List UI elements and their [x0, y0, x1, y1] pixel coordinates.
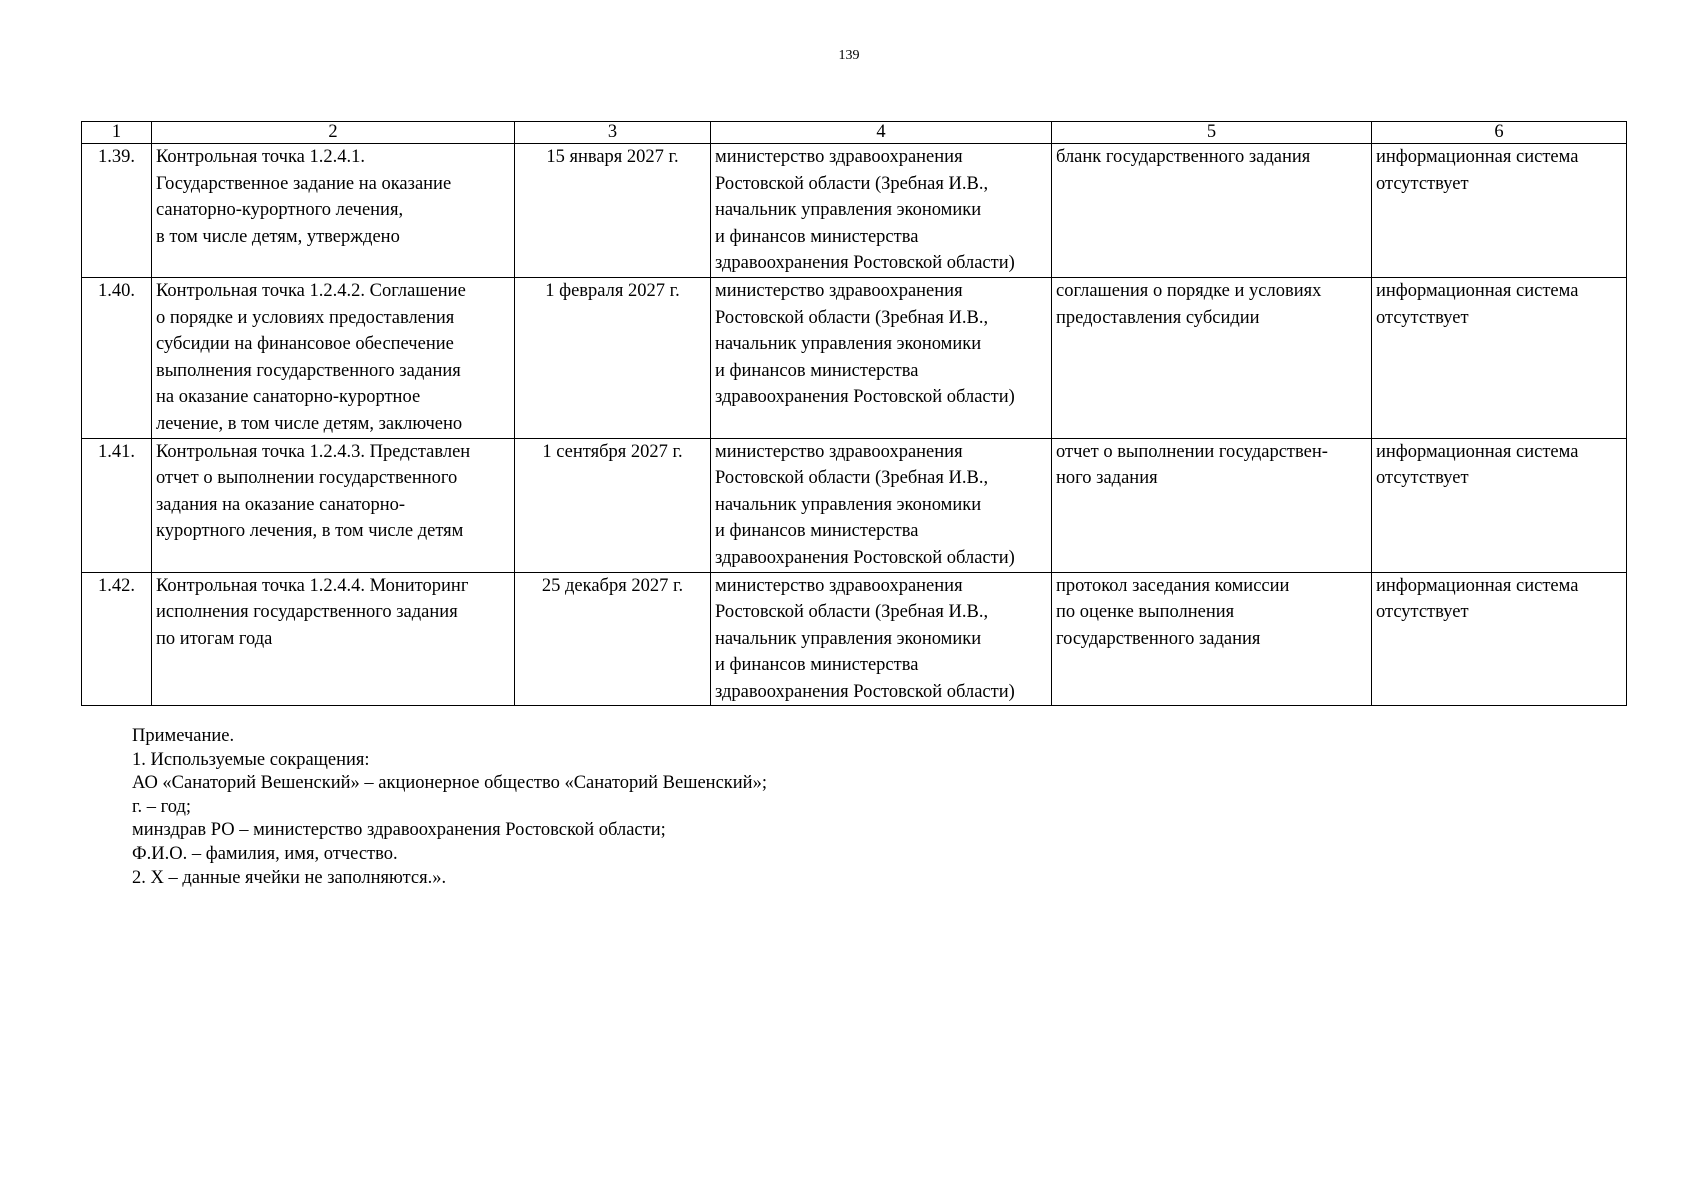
control-point-cell	[152, 572, 515, 706]
cell-line: здравоохранения Ростовской области)	[715, 547, 1015, 568]
cell-line: курортного лечения, в том числе детям	[156, 521, 464, 542]
table-header-row	[82, 122, 1627, 144]
cell-line: Ростовской области (Зребная И.В.,	[715, 173, 989, 194]
control-point-cell	[152, 144, 515, 278]
cell-line: отсутствует	[1376, 602, 1469, 623]
row-number: 1.40.	[82, 277, 152, 438]
cell-line: Ростовской области (Зребная И.В.,	[715, 602, 989, 623]
cell-line: государственного задания	[1056, 628, 1261, 649]
cell-line: отсутствует	[1376, 468, 1469, 489]
table-row	[82, 572, 1627, 706]
cell-line: Государственное задание на оказание	[156, 173, 452, 194]
cell-line: соглашения о порядке и условиях	[1056, 280, 1322, 301]
cell-line: санаторно-курортного лечения,	[156, 200, 404, 221]
cell-line: здравоохранения Ростовской области)	[715, 681, 1015, 702]
table-row	[82, 277, 1627, 438]
document-cell	[1052, 438, 1372, 572]
note-line: минздрав РО – министерство здравоохранения Ростовской области;	[132, 820, 666, 841]
cell-line: в том числе детям, утверждено	[156, 226, 400, 247]
cell-line: начальник управления экономики	[715, 494, 982, 515]
responsible-cell	[711, 572, 1052, 706]
note-line: 2. Х – данные ячейки не заполняются.».	[132, 867, 447, 888]
control-point-cell	[152, 438, 515, 572]
responsible-cell	[711, 277, 1052, 438]
cell-line: по оценке выполнения	[1056, 602, 1235, 623]
cell-line: Ростовской области (Зребная И.В.,	[715, 468, 989, 489]
cell-line: и финансов министерства	[715, 226, 919, 247]
info-system-cell	[1372, 572, 1627, 706]
row-number: 1.42.	[82, 572, 152, 706]
date-cell: 1 февраля 2027 г.	[515, 277, 711, 438]
cell-line: министерство здравоохранения	[715, 575, 963, 596]
cell-line: начальник управления экономики	[715, 200, 982, 221]
column-header-5: 5	[1052, 122, 1372, 144]
cell-line: задания на оказание санаторно-	[156, 494, 406, 515]
responsible-cell	[711, 438, 1052, 572]
notes-section	[132, 725, 767, 890]
notes-title: Примечание.	[132, 726, 235, 746]
cell-line: субсидии на финансовое обеспечение	[156, 334, 454, 355]
cell-line: министерство здравоохранения	[715, 147, 963, 167]
control-points-table	[81, 121, 1627, 706]
cell-line: лечение, в том числе детям, заключено	[156, 413, 463, 434]
cell-line: Контрольная точка 1.2.4.4. Мониторинг	[156, 575, 469, 596]
info-system-cell	[1372, 438, 1627, 572]
column-header-6: 6	[1372, 122, 1627, 144]
responsible-cell	[711, 144, 1052, 278]
cell-line: начальник управления экономики	[715, 628, 982, 649]
cell-line: здравоохранения Ростовской области)	[715, 387, 1015, 408]
page-number: 139	[838, 48, 860, 63]
table-row	[82, 438, 1627, 572]
cell-line: информационная система	[1376, 575, 1579, 596]
column-header-4: 4	[711, 122, 1052, 144]
cell-line: бланк государственного задания	[1056, 147, 1311, 167]
cell-line: на оказание санаторно-курортное	[156, 387, 421, 408]
cell-line: отчет о выполнении государственного	[156, 468, 458, 489]
cell-line: Контрольная точка 1.2.4.1.	[156, 147, 366, 167]
date-cell: 1 сентября 2027 г.	[515, 438, 711, 572]
note-line: АО «Санаторий Вешенский» – акционерное общество «Санаторий Вешенский»;	[132, 773, 767, 794]
cell-line: Ростовской области (Зребная И.В.,	[715, 307, 989, 328]
note-line: 1. Используемые сокращения:	[132, 749, 370, 770]
cell-line: предоставления субсидии	[1056, 307, 1260, 328]
cell-line: здравоохранения Ростовской области)	[715, 253, 1015, 274]
date-cell: 25 декабря 2027 г.	[515, 572, 711, 706]
cell-line: исполнения государственного задания	[156, 602, 458, 623]
cell-line: протокол заседания комиссии	[1056, 575, 1290, 596]
date-cell: 15 января 2027 г.	[515, 144, 711, 278]
control-point-cell	[152, 277, 515, 438]
cell-line: отсутствует	[1376, 307, 1469, 328]
cell-line: о порядке и условиях предоставления	[156, 307, 455, 328]
cell-line: министерство здравоохранения	[715, 441, 963, 462]
cell-line: Контрольная точка 1.2.4.3. Представлен	[156, 441, 471, 462]
row-number: 1.41.	[82, 438, 152, 572]
note-line: Ф.И.О. – фамилия, имя, отчество.	[132, 843, 398, 864]
cell-line: отчет о выполнении государствен-	[1056, 441, 1328, 462]
cell-line: и финансов министерства	[715, 655, 919, 676]
document-cell	[1052, 572, 1372, 706]
note-line: г. – год;	[132, 796, 192, 817]
column-header-1: 1	[82, 122, 152, 144]
cell-line: отсутствует	[1376, 173, 1469, 194]
column-header-3: 3	[515, 122, 711, 144]
cell-line: по итогам года	[156, 628, 273, 649]
cell-line: информационная система	[1376, 147, 1579, 167]
info-system-cell	[1372, 144, 1627, 278]
column-header-2: 2	[152, 122, 515, 144]
cell-line: информационная система	[1376, 441, 1579, 462]
row-number: 1.39.	[82, 144, 152, 278]
cell-line: ного задания	[1056, 468, 1158, 489]
cell-line: выполнения государственного задания	[156, 360, 461, 381]
info-system-cell	[1372, 277, 1627, 438]
cell-line: Контрольная точка 1.2.4.2. Соглашение	[156, 280, 466, 301]
document-cell	[1052, 144, 1372, 278]
cell-line: начальник управления экономики	[715, 334, 982, 355]
cell-line: информационная система	[1376, 280, 1579, 301]
cell-line: министерство здравоохранения	[715, 280, 963, 301]
document-cell	[1052, 277, 1372, 438]
table-row	[82, 144, 1627, 278]
cell-line: и финансов министерства	[715, 521, 919, 542]
cell-line: и финансов министерства	[715, 360, 919, 381]
